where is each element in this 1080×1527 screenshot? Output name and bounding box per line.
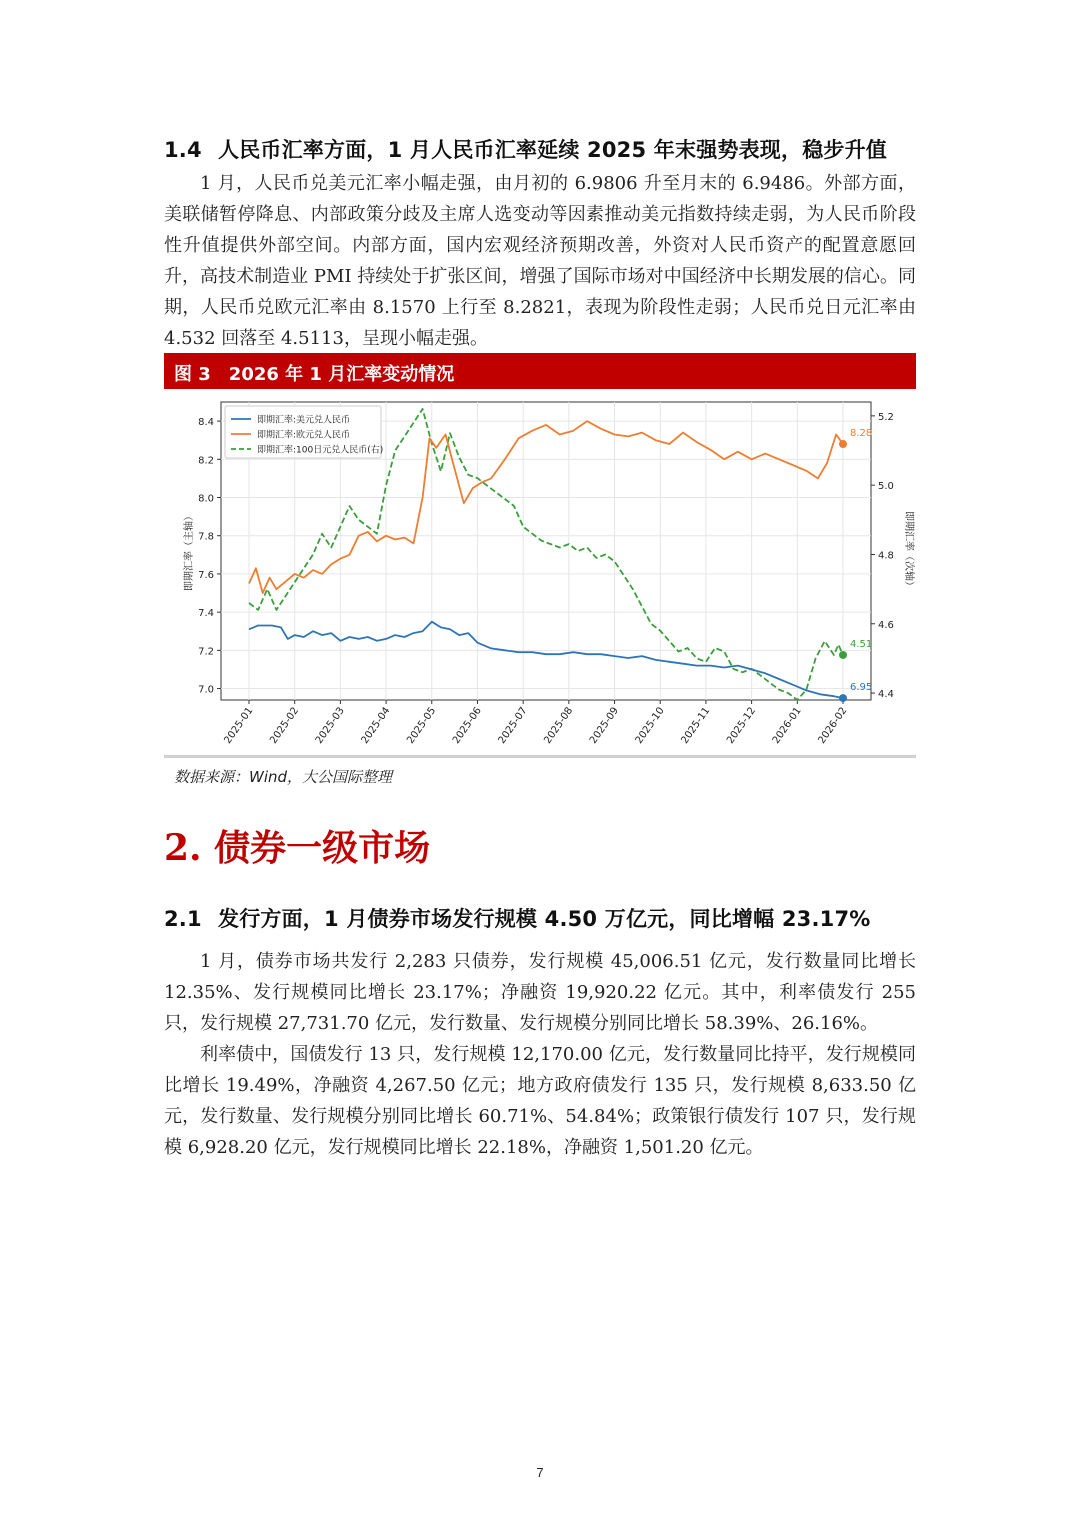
- x-tick-label: 2025-12: [725, 705, 759, 746]
- y-right-tick-label: 4.4: [878, 689, 894, 701]
- figure-banner: [164, 353, 916, 389]
- x-tick-label: 2025-01: [222, 705, 256, 746]
- chart-bottom-rule: [164, 755, 916, 758]
- x-tick-label: 2026-02: [816, 705, 850, 746]
- series-end-point-2: [839, 651, 847, 659]
- legend-label: 即期汇率:美元兑人民币: [257, 415, 351, 426]
- y-left-axis-label: 即期汇率（主轴）: [184, 511, 195, 591]
- legend-label: 即期汇率:欧元兑人民币: [257, 430, 351, 441]
- section-1-4-heading: [164, 134, 887, 164]
- y-right-tick-label: 4.8: [878, 550, 894, 562]
- series-end-label-0: 6.95: [850, 682, 873, 694]
- y-right-axis-label: 即期汇率（次轴）: [903, 511, 914, 591]
- series-end-label-1: 8.28: [850, 428, 873, 440]
- x-tick-label: 2025-09: [588, 705, 621, 746]
- page-number: 7: [536, 1465, 544, 1480]
- x-tick-label: 2025-03: [313, 705, 347, 746]
- section-2-1-title: 发行方面，1 月债券市场发行规模 4.50 万亿元，同比增幅 23.17%: [218, 907, 871, 931]
- x-tick-label: 2025-07: [496, 705, 530, 746]
- section-1-4-title: 人民币汇率方面，1 月人民币汇率延续 2025 年末强势表现，稳步升值: [218, 138, 887, 162]
- section-1-4-paragraph: 1 月，人民币兑美元汇率小幅走强，由月初的 6.9806 升至月末的 6.9486。外部方面，美联储暂停降息、内部政策分歧及主席人选变动等因素推动美元指数持续走弱，为人民币阶段性升值提供外部空间。内部方面，国内宏观经济预期改善，外资对人民币资产的配置意愿回升，高技术制造业 PMI 持续处于扩张区间，增强了国际市场对中国经济中长期发展的信心。同期，人民币兑欧元汇率由 8.1570 上行至 8.2821，表现为阶段性走弱；人民币兑日元汇率由 4.532 回落至 4.5113，呈现小幅走强。: [164, 173, 916, 349]
- legend-label: 即期汇率:100日元兑人民币(右): [257, 445, 384, 456]
- x-tick-label: 2025-06: [450, 705, 484, 746]
- section-2-1-paragraph-2: 利率债中，国债发行 13 只，发行规模 12,170.00 亿元，发行数量同比持平，发行规模同比增长 19.49%，净融资 4,267.50 亿元；地方政府债发行 135 只，发行规模 8,633.50 亿元，发行数量、发行规模分别同比增长 60.71%、54.84%；政策银行债发行 107 只，发行规模 6,928.20 亿元，发行规模同比增长 22.18%，净融资 1,501.20 亿元。: [164, 1044, 916, 1158]
- y-left-tick-label: 8.4: [198, 417, 214, 429]
- y-left-tick-label: 8.2: [198, 455, 214, 467]
- y-left-tick-label: 7.8: [198, 531, 214, 543]
- section-2-1-heading: [164, 903, 871, 933]
- section-2-1-paragraph-1: 1 月，债券市场共发行 2,283 只债券，发行规模 45,006.51 亿元，发行数量同比增长 12.35%、发行规模同比增长 23.17%；净融资 19,920.22 亿元。其中，利率债发行 255 只，发行规模 27,731.70 亿元，发行数量、发行规模分别同比增长 58.39%、26.16%。: [164, 951, 916, 1034]
- y-right-tick-label: 5.0: [878, 481, 894, 493]
- section-2-heading: 2. 债券一级市场: [164, 827, 431, 869]
- series-end-label-2: 4.51: [850, 638, 873, 650]
- exchange-rate-chart: [164, 390, 916, 754]
- x-tick-label: 2025-02: [268, 705, 302, 746]
- x-tick-label: 2025-10: [633, 705, 667, 746]
- series-end-point-0: [839, 694, 847, 702]
- section-2-1-number: 2.1: [164, 907, 202, 931]
- figure-title: 图 3 2026 年 1 月汇率变动情况: [174, 364, 455, 385]
- section-1-4-number: 1.4: [164, 138, 202, 162]
- y-right-tick-label: 5.2: [878, 411, 894, 423]
- chart-svg: [164, 390, 916, 754]
- y-right-tick-label: 4.6: [878, 619, 894, 631]
- y-left-tick-label: 7.0: [198, 684, 214, 696]
- y-left-tick-label: 7.4: [198, 608, 214, 620]
- x-tick-label: 2025-05: [405, 705, 439, 746]
- x-tick-label: 2025-08: [542, 705, 576, 746]
- series-end-point-1: [839, 440, 847, 448]
- x-tick-label: 2025-04: [359, 705, 393, 746]
- x-tick-label: 2025-11: [679, 705, 713, 746]
- figure-source: 数据来源：Wind，大公国际整理: [174, 768, 393, 786]
- y-left-tick-label: 8.0: [198, 493, 214, 505]
- x-tick-label: 2026-01: [770, 705, 804, 746]
- y-left-tick-label: 7.6: [198, 569, 214, 581]
- y-left-tick-label: 7.2: [198, 646, 214, 658]
